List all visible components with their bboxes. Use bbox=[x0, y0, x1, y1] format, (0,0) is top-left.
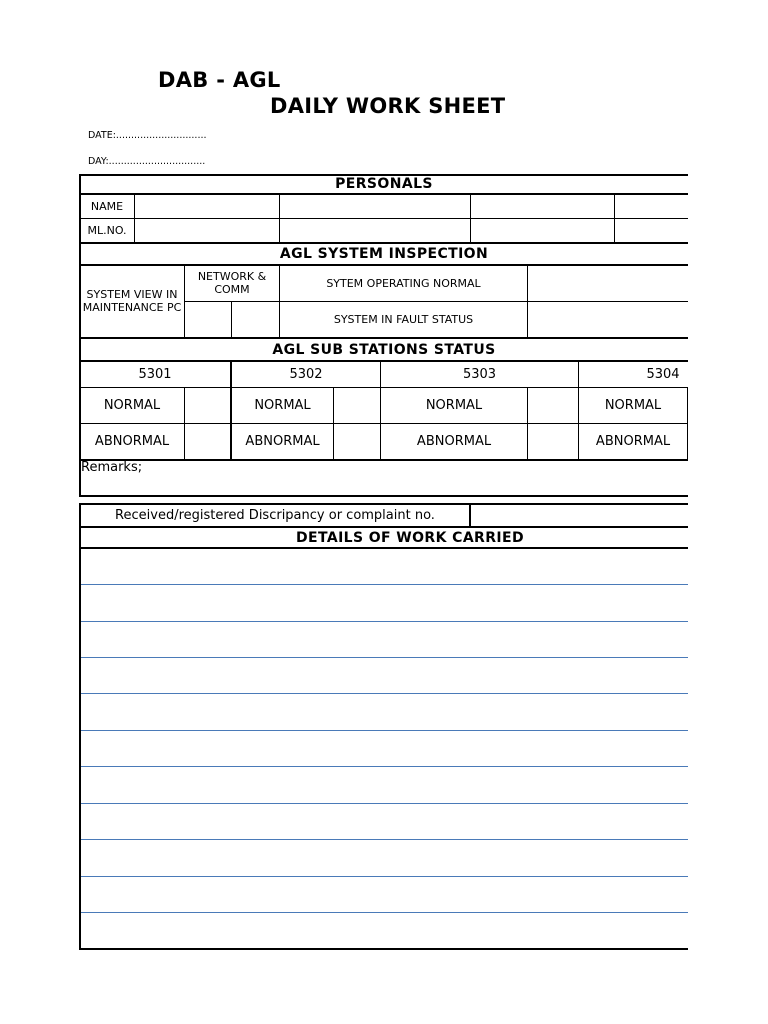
complaint-number-input[interactable] bbox=[471, 505, 688, 526]
checkbox-normal-5303[interactable] bbox=[528, 388, 578, 423]
work-heading: DETAILS OF WORK CARRIED bbox=[295, 529, 525, 546]
title-line-2: DAILY WORK SHEET bbox=[270, 94, 506, 118]
remarks-input[interactable] bbox=[81, 476, 687, 495]
status-normal-5302: NORMAL bbox=[254, 398, 311, 413]
ml-no-input-2[interactable] bbox=[280, 219, 470, 242]
checkbox-abnormal-5303[interactable] bbox=[528, 424, 578, 459]
checkbox-normal-5301[interactable] bbox=[185, 388, 230, 423]
date-field[interactable]: DATE:.............................. bbox=[88, 130, 207, 141]
status-abnormal-5301: ABNORMAL bbox=[94, 434, 170, 449]
operating-normal-label: SYTEM OPERATING NORMAL bbox=[326, 277, 481, 290]
day-field[interactable]: DAY:................................ bbox=[88, 156, 206, 167]
station-5303-label: 5303 bbox=[462, 367, 497, 382]
ml-no-input-3[interactable] bbox=[471, 219, 614, 242]
status-abnormal-5304: ABNORMAL bbox=[595, 434, 671, 449]
work-details-textarea[interactable] bbox=[81, 549, 688, 948]
system-view-label: SYSTEM VIEW IN MAINTENANCE PC bbox=[82, 288, 182, 314]
network-checkbox-2[interactable] bbox=[232, 302, 279, 337]
station-5304-label: 5304 bbox=[646, 367, 680, 382]
name-input-4[interactable] bbox=[615, 195, 688, 218]
name-input-1[interactable] bbox=[135, 195, 279, 218]
status-abnormal-5302: ABNORMAL bbox=[245, 434, 320, 449]
operating-normal-checkbox[interactable] bbox=[528, 266, 688, 301]
name-label: NAME bbox=[90, 200, 124, 213]
status-abnormal-5303: ABNORMAL bbox=[416, 434, 492, 449]
ml-no-input-1[interactable] bbox=[135, 219, 279, 242]
station-5301-label: 5301 bbox=[138, 367, 172, 382]
remarks-label: Remarks; bbox=[81, 460, 143, 475]
ml-no-input-4[interactable] bbox=[615, 219, 688, 242]
name-input-3[interactable] bbox=[471, 195, 614, 218]
name-input-2[interactable] bbox=[280, 195, 470, 218]
status-normal-5303: NORMAL bbox=[425, 398, 483, 413]
fault-status-checkbox[interactable] bbox=[528, 302, 688, 337]
checkbox-abnormal-5301[interactable] bbox=[185, 424, 230, 459]
fault-status-label: SYSTEM IN FAULT STATUS bbox=[333, 313, 474, 326]
network-comm-label: NETWORK & COMM bbox=[197, 270, 267, 296]
network-checkbox-1[interactable] bbox=[185, 302, 231, 337]
title-line-1: DAB - AGL bbox=[158, 68, 281, 92]
inspection-heading: AGL SYSTEM INSPECTION bbox=[279, 246, 489, 262]
substations-heading: AGL SUB STATIONS STATUS bbox=[272, 341, 496, 358]
complaint-label: Received/registered Discripancy or complaint no. bbox=[115, 508, 435, 523]
personals-heading: PERSONALS bbox=[335, 176, 433, 192]
ml-no-label: ML.NO. bbox=[87, 224, 127, 237]
status-normal-5304: NORMAL bbox=[604, 398, 662, 413]
checkbox-abnormal-5302[interactable] bbox=[334, 424, 380, 459]
checkbox-normal-5302[interactable] bbox=[334, 388, 380, 423]
status-normal-5301: NORMAL bbox=[103, 398, 161, 413]
station-5302-label: 5302 bbox=[289, 367, 323, 382]
